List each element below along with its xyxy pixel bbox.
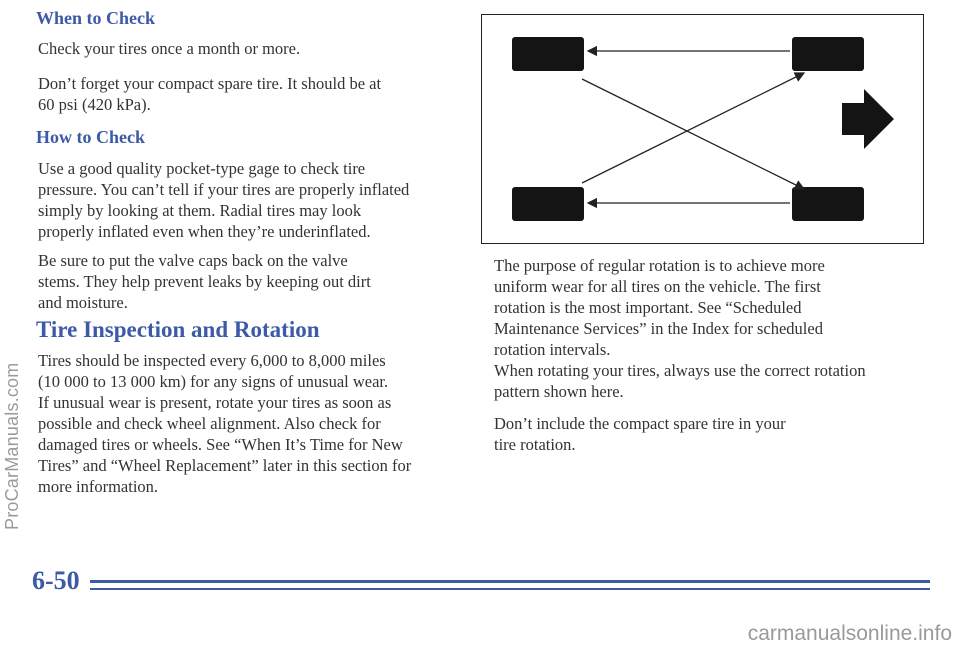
tire-rear-right <box>792 187 864 221</box>
direction-arrow-icon <box>842 89 894 149</box>
text-line: The purpose of regular rotation is to achieve more <box>494 256 825 275</box>
text-line: pressure. You can’t tell if your tires are properly inflated <box>38 180 410 199</box>
text-line: Use a good quality pocket-type gage to check tire <box>38 159 366 178</box>
inspection-paragraph <box>38 350 411 497</box>
rotation-arrow-cross-2 <box>582 73 804 183</box>
rotation-paragraph-1 <box>494 255 825 360</box>
when-to-check-heading: When to Check <box>36 8 156 28</box>
footer-rule <box>90 580 930 583</box>
text-line: If unusual wear is present, rotate your tires as soon as <box>38 393 392 412</box>
rotation-paragraph-3 <box>494 413 786 455</box>
text-line: properly inflated even when they’re underinflated. <box>38 222 371 241</box>
text-line: possible and check wheel alignment. Also check for <box>38 414 381 433</box>
rotation-paragraph-2 <box>494 360 866 402</box>
when-paragraph-1 <box>38 38 300 59</box>
footer-rule-thin <box>90 588 930 590</box>
how-paragraph-1 <box>38 158 409 242</box>
tire-rear-left <box>512 187 584 221</box>
text-line: Tires should be inspected every 6,000 to 8,000 miles <box>38 351 386 370</box>
text-line: stems. They help prevent leaks by keeping out dirt <box>38 272 371 291</box>
how-paragraph-2 <box>38 250 371 313</box>
text-line: damaged tires or wheels. See “When It’s Time for New <box>38 435 403 454</box>
page-number: 6-50 <box>32 566 80 595</box>
text-line: and moisture. <box>38 293 128 312</box>
text-line: simply by looking at them. Radial tires may look <box>38 201 362 220</box>
text-line: 60 psi (420 kPa). <box>38 95 151 114</box>
text-line: (10 000 to 13 000 km) for any signs of unusual wear. <box>38 372 389 391</box>
text-line: uniform wear for all tires on the vehicle. The first <box>494 277 821 296</box>
text-line: Check your tires once a month or more. <box>38 39 301 58</box>
tire-front-right <box>792 37 864 71</box>
tire-inspection-heading: Tire Inspection and Rotation <box>36 317 320 342</box>
when-paragraph-2 <box>38 73 381 115</box>
text-line: Don’t include the compact spare tire in your <box>494 414 786 433</box>
tire-front-left <box>512 37 584 71</box>
tire-rotation-diagram <box>481 14 924 244</box>
text-line: Be sure to put the valve caps back on the valve <box>38 251 348 270</box>
text-line: rotation is the most important. See “Scheduled <box>494 298 802 317</box>
text-line: rotation intervals. <box>494 340 611 359</box>
text-line: When rotating your tires, always use the correct rotation <box>494 361 866 380</box>
rotation-arrow-cross-1 <box>582 79 804 189</box>
text-line: Don’t forget your compact spare tire. It should be at <box>38 74 382 93</box>
bottom-watermark: carmanualsonline.info <box>747 622 952 645</box>
text-line: tire rotation. <box>494 435 576 454</box>
text-line: Tires” and “Wheel Replacement” later in this section for <box>38 456 412 475</box>
side-watermark: ProCarManuals.com <box>2 362 22 530</box>
text-line: more information. <box>38 477 159 496</box>
text-line: Maintenance Services” in the Index for scheduled <box>494 319 823 338</box>
how-to-check-heading: How to Check <box>36 127 145 147</box>
text-line: pattern shown here. <box>494 382 624 401</box>
